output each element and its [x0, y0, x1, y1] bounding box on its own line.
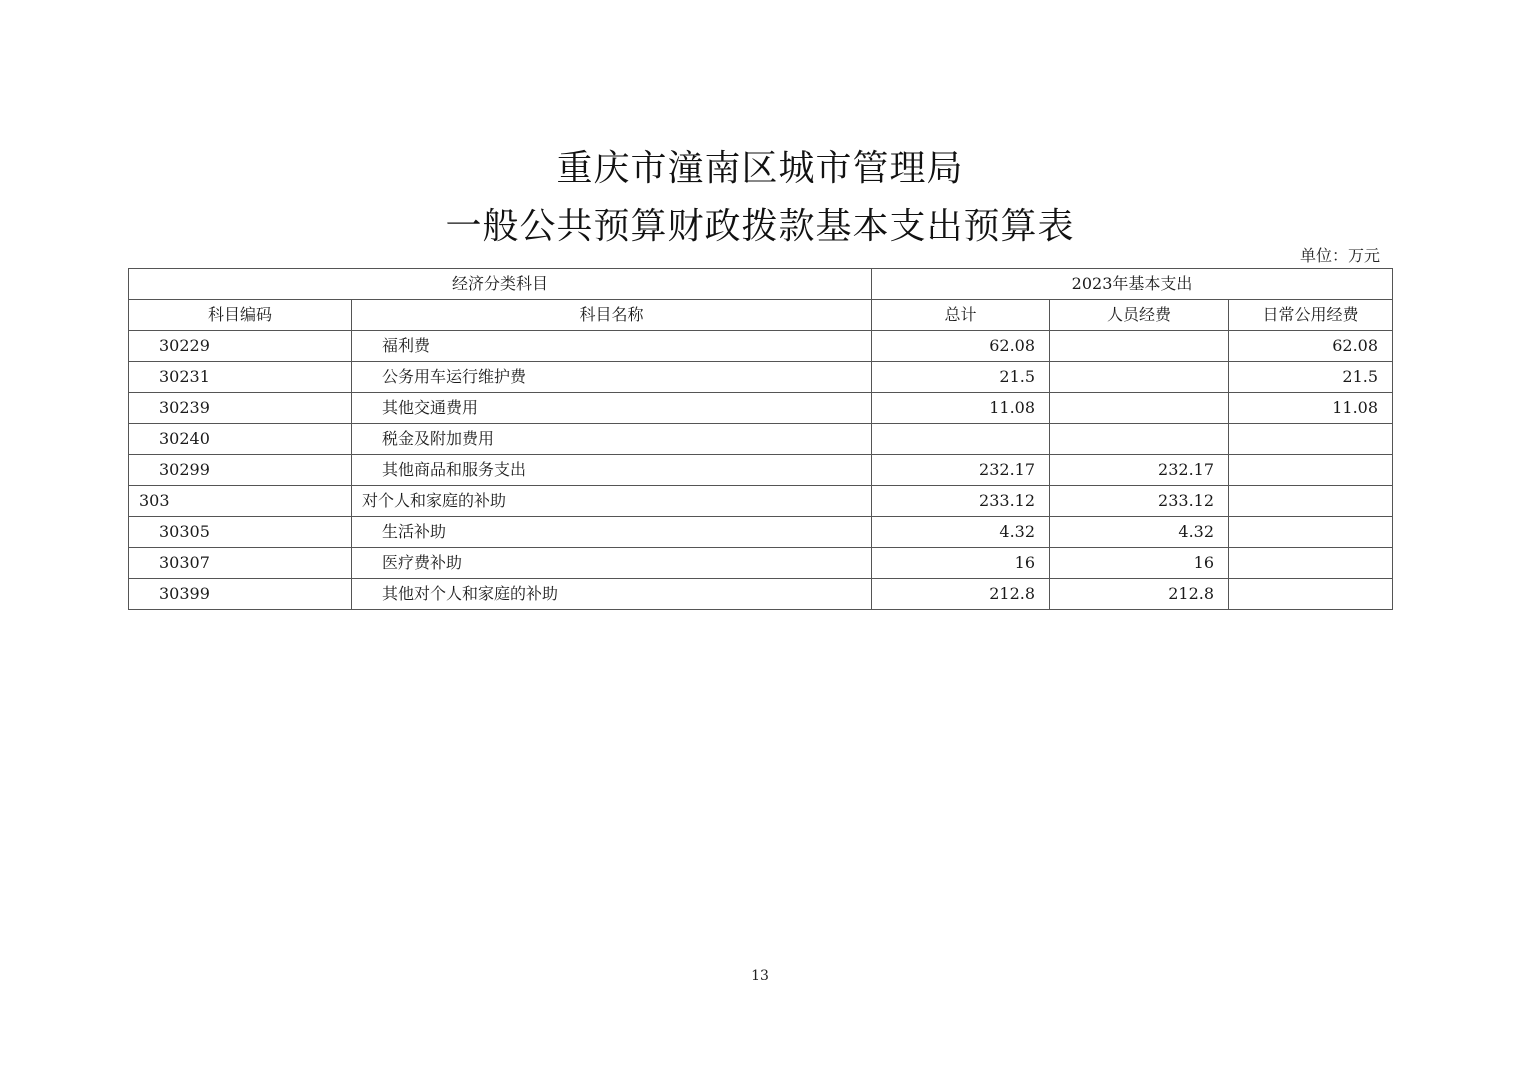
- header-name: 科目名称: [352, 300, 872, 331]
- cell-total: 11.08: [872, 393, 1050, 424]
- cell-total: [872, 424, 1050, 455]
- cell-personnel: 233.12: [1050, 486, 1229, 517]
- header-basic-expenditure: 2023年基本支出: [872, 269, 1393, 300]
- cell-name: 医疗费补助: [352, 548, 872, 579]
- table-row: [129, 548, 1393, 579]
- cell-total: 232.17: [872, 455, 1050, 486]
- cell-total: 212.8: [872, 579, 1050, 610]
- table-row: [129, 331, 1393, 362]
- header-public: 日常公用经费: [1229, 300, 1393, 331]
- cell-public: 62.08: [1229, 331, 1393, 362]
- cell-code: 30231: [129, 362, 352, 393]
- table-row-category: [129, 486, 1393, 517]
- cell-total: 4.32: [872, 517, 1050, 548]
- cell-personnel: [1050, 393, 1229, 424]
- cell-personnel: 232.17: [1050, 455, 1229, 486]
- cell-public: [1229, 424, 1393, 455]
- cell-code: 30229: [129, 331, 352, 362]
- cell-name: 福利费: [352, 331, 872, 362]
- table-row: [129, 424, 1393, 455]
- cell-code: 30240: [129, 424, 352, 455]
- page-title-line1: 重庆市潼南区城市管理局: [556, 148, 964, 189]
- cell-name: 其他交通费用: [352, 393, 872, 424]
- cell-name: 其他对个人和家庭的补助: [352, 579, 872, 610]
- header-column-row: [129, 300, 1393, 331]
- cell-personnel: 212.8: [1050, 579, 1229, 610]
- header-economic-classification: 经济分类科目: [129, 269, 872, 300]
- cell-name: 税金及附加费用: [352, 424, 872, 455]
- cell-name: 生活补助: [352, 517, 872, 548]
- cell-name: 其他商品和服务支出: [352, 455, 872, 486]
- budget-table: [128, 268, 1393, 610]
- header-code: 科目编码: [129, 300, 352, 331]
- cell-public: 11.08: [1229, 393, 1393, 424]
- cell-public: [1229, 548, 1393, 579]
- cell-total: 21.5: [872, 362, 1050, 393]
- cell-personnel: 16: [1050, 548, 1229, 579]
- cell-name: 公务用车运行维护费: [352, 362, 872, 393]
- header-personnel: 人员经费: [1050, 300, 1229, 331]
- cell-name: 对个人和家庭的补助: [352, 486, 872, 517]
- header-group-row: [129, 269, 1393, 300]
- cell-public: [1229, 517, 1393, 548]
- cell-total: 62.08: [872, 331, 1050, 362]
- page-title-line2: 一般公共预算财政拨款基本支出预算表: [445, 206, 1075, 247]
- table-row: [129, 362, 1393, 393]
- table-row: [129, 455, 1393, 486]
- cell-personnel: [1050, 424, 1229, 455]
- cell-public: 21.5: [1229, 362, 1393, 393]
- cell-code: 30299: [129, 455, 352, 486]
- cell-total: 16: [872, 548, 1050, 579]
- cell-total: 233.12: [872, 486, 1050, 517]
- cell-public: [1229, 579, 1393, 610]
- cell-personnel: [1050, 362, 1229, 393]
- table-row: [129, 393, 1393, 424]
- cell-public: [1229, 455, 1393, 486]
- page-number: 13: [751, 968, 769, 984]
- cell-personnel: 4.32: [1050, 517, 1229, 548]
- cell-code: 30305: [129, 517, 352, 548]
- cell-code: 30399: [129, 579, 352, 610]
- unit-label: 单位：万元: [1299, 246, 1380, 265]
- cell-personnel: [1050, 331, 1229, 362]
- table-row: [129, 579, 1393, 610]
- table-row: [129, 517, 1393, 548]
- cell-code: 303: [129, 486, 352, 517]
- cell-public: [1229, 486, 1393, 517]
- header-total: 总计: [872, 300, 1050, 331]
- cell-code: 30307: [129, 548, 352, 579]
- cell-code: 30239: [129, 393, 352, 424]
